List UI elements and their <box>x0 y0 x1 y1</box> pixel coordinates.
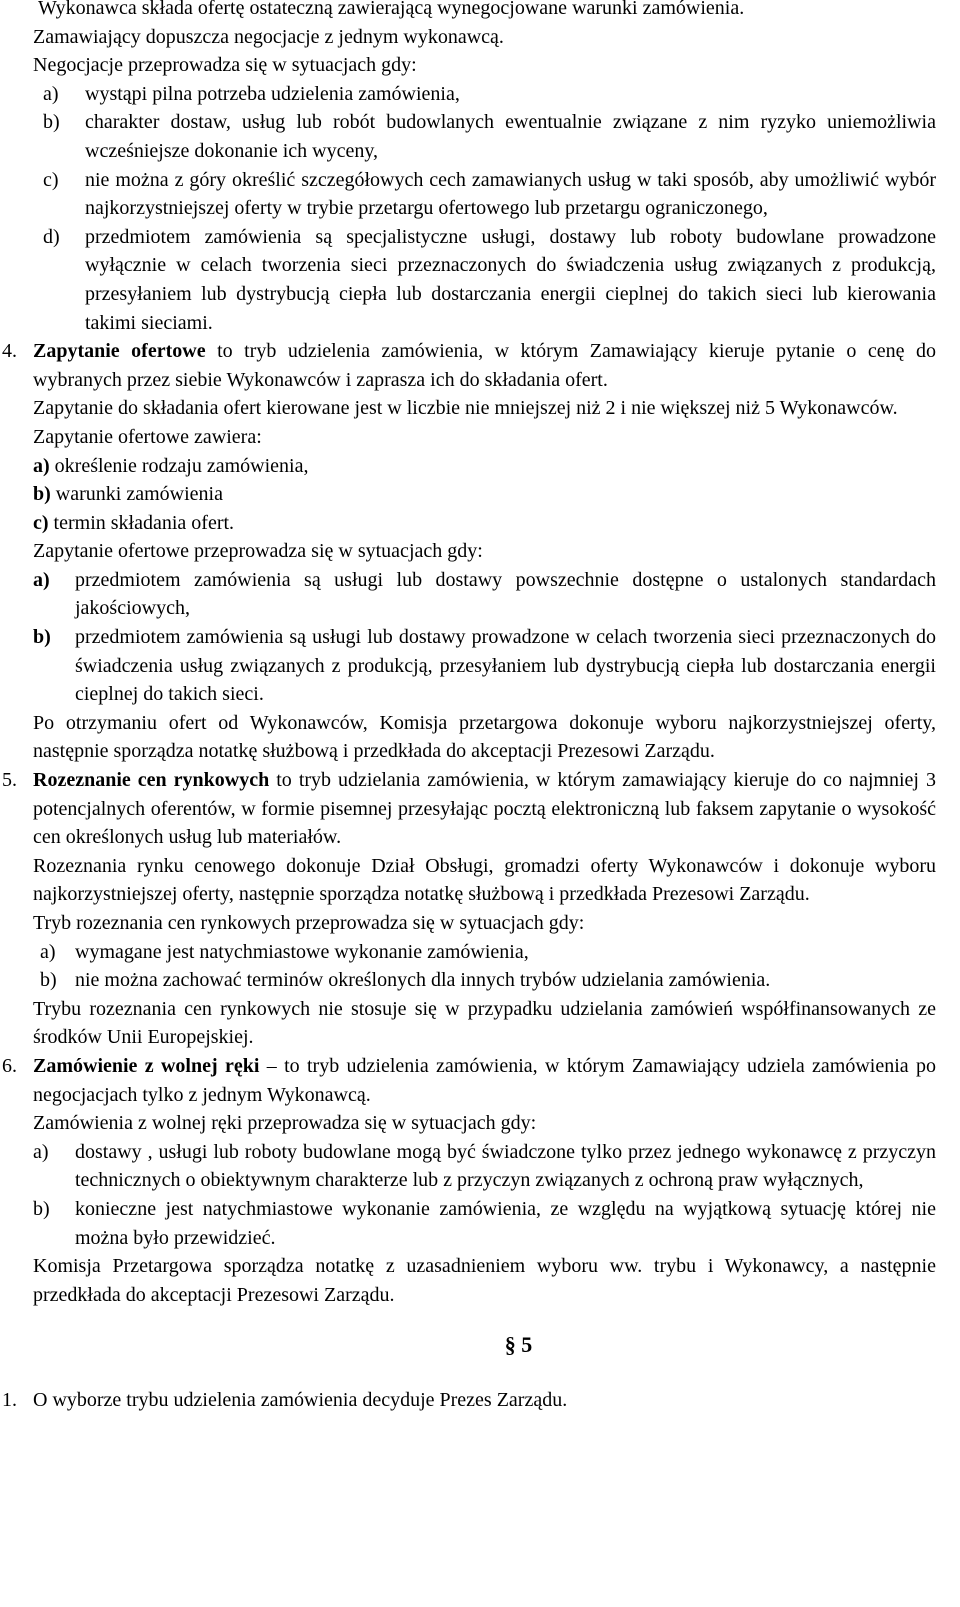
section-4-intro <box>2 337 937 394</box>
section-text: – to tryb udzielenia zamówienia, w którym Zamawiający udziela zamówienia po negocjacjach tylko z jednym Wykonawcą. <box>33 1054 936 1106</box>
list-label: b) <box>43 111 60 134</box>
section-6-para-3: Komisja Przetargowa sporządza notatkę z uzasadnieniem wyboru ww. trybu i Wykonawcy, a następnie przedkłada do akceptacji Prezesowi Zarządu. <box>33 1255 936 1306</box>
offer-contents-list <box>33 452 936 538</box>
list-item <box>33 566 936 623</box>
list-text: wystąpi pilna potrzeba udzielenia zamówienia, <box>85 82 460 105</box>
list-item <box>43 223 936 337</box>
list-item <box>33 1195 936 1252</box>
section-text: to tryb udzielenia zamówienia, w którym Zamawiający kieruje pytanie o cenę do wybranych przez siebie Wykonawców i zaprasza ich do składania ofert. <box>33 340 937 391</box>
list-item <box>43 166 936 223</box>
list-item <box>43 108 936 165</box>
list-text: charakter dostaw, usług lub robót budowlanych ewentualnie związane z nim ryzyko uniemożliwia wcześniejsze dokonanie ich wyceny, <box>85 111 936 162</box>
section-heading: § 5 <box>504 1332 533 1358</box>
list-item <box>43 80 936 109</box>
section-term: Zamówienie z wolnej ręki <box>33 1054 260 1077</box>
document-page <box>2 0 937 1415</box>
section-text: O wyborze trybu udzielenia zamówienia decyduje Prezes Zarządu. <box>33 1388 568 1411</box>
section-number: 1. <box>2 1388 17 1411</box>
list-text: nie można z góry określić szczegółowych cech zamawianych usług w taki sposób, aby umożliwić wybór najkorzystniejszej oferty w trybie przetargu ofertowego lub przetargu ograniczonego, <box>85 168 936 220</box>
section-number: 5. <box>2 769 17 792</box>
list-label: c) <box>33 511 49 534</box>
list-text: nie można zachować terminów określonych dla innych trybów udzielania zamówienia. <box>75 969 771 992</box>
section-term: Zapytanie ofertowe <box>33 340 206 363</box>
section-term: Rozeznanie cen rynkowych <box>33 769 270 792</box>
list-item <box>33 966 936 995</box>
section-4-para-3: Zapytanie ofertowe zawiera: <box>33 425 262 448</box>
list-text: termin składania ofert. <box>48 511 235 534</box>
list-text: przedmiotem zamówienia są usługi lub dostawy prowadzone w celach tworzenia sieci przeznaczonych do świadczenia usług związanych z produkcją, przesyłaniem lub dystrybucją ciepła lub dostarczania energii cieplnej do takich sieci. <box>75 626 936 706</box>
negotiation-list <box>43 80 936 337</box>
list-item <box>33 938 936 967</box>
list-item <box>33 509 936 538</box>
list-text: przedmiotem zamówienia są specjalistyczne usługi, dostawy lub roboty budowlane prowadzone wyłącznie w celach tworzenia sieci przeznaczonych do świadczenia usług związanych z produkcją, przesyłaniem lub dystrybucją ciepła lub dostarczania energii cieplnej do takich sieci lub kierowania takimi sieciami. <box>85 225 936 334</box>
section-4-para-5: Po otrzymaniu ofert od Wykonawców, Komisja przetargowa dokonuje wyboru najkorzystniejszej oferty, następnie sporządza notatkę służbową i przedkłada do akceptacji Prezesowi Zarządu. <box>33 711 936 763</box>
list-label: b) <box>33 483 51 506</box>
list-item <box>33 623 936 709</box>
list-text: przedmiotem zamówienia są usługi lub dostawy powszechnie dostępne o ustalonych standardach jakościowych, <box>75 568 936 620</box>
list-label: a) <box>40 940 56 963</box>
intro-line-3: Negocjacje przeprowadza się w sytuacjach gdy: <box>33 54 417 77</box>
list-item <box>33 452 936 481</box>
list-text: wymagane jest natychmiastowe wykonanie zamówienia, <box>75 940 529 963</box>
list-label: b) <box>40 969 57 992</box>
list-label: c) <box>43 168 59 191</box>
list-text: warunki zamówienia <box>50 483 223 506</box>
list-label: b) <box>33 626 51 649</box>
list-label: a) <box>43 82 59 105</box>
intro-line-2: Zamawiający dopuszcza negocjacje z jednym wykonawcą. <box>33 25 504 48</box>
section-number: 4. <box>2 340 17 363</box>
list-label: d) <box>43 225 60 248</box>
section-5-para-2: Rozeznania rynku cenowego dokonuje Dział Obsługi, gromadzi oferty Wykonawców i dokonuje wyboru najkorzystniejszej oferty, następnie sporządza notatkę służbową i przedkłada Prezesowi Zarządu. <box>33 854 936 906</box>
list-item <box>33 1138 936 1195</box>
list-label: a) <box>33 454 50 477</box>
final-paragraph <box>2 1386 936 1415</box>
list-label: a) <box>33 568 50 591</box>
market-survey-list <box>33 938 936 995</box>
section-4-para-4: Zapytanie ofertowe przeprowadza się w sytuacjach gdy: <box>33 540 483 563</box>
section-5-para-4: Trybu rozeznania cen rynkowych nie stosuje się w przypadku udzielania zamówień współfinansowanych ze środków Unii Europejskiej. <box>33 997 936 1049</box>
list-text: określenie rodzaju zamówienia, <box>49 454 309 477</box>
list-label: b) <box>33 1197 50 1220</box>
section-5-intro <box>2 766 936 852</box>
section-4-para-2: Zapytanie do składania ofert kierowane jest w liczbie nie mniejszej niż 2 i nie większej niż 5 Wykonawców. <box>33 397 898 420</box>
section-6-para-2: Zamówienia z wolnej ręki przeprowadza się w sytuacjach gdy: <box>33 1112 537 1135</box>
free-hand-list <box>33 1138 936 1252</box>
list-label: a) <box>33 1140 49 1163</box>
section-5-para-3: Tryb rozeznania cen rynkowych przeprowadza się w sytuacjach gdy: <box>33 912 585 934</box>
intro-line-1: Wykonawca składa ofertę ostateczną zawierającą wynegocjowane warunki zamówienia. <box>38 0 745 19</box>
section-text: to tryb udzielania zamówienia, w którym zamawiający kieruje do co najmniej 3 potencjalnych oferentów, w formie pisemnej przesyłając pocztą elektroniczną lub faksem zapytanie o wysokość cen określonych usług lub materiałów. <box>33 769 936 849</box>
list-text: konieczne jest natychmiastowe wykonanie zamówienia, ze względu na wyjątkową sytuację której nie można było przewidzieć. <box>75 1197 936 1249</box>
section-number: 6. <box>2 1054 17 1077</box>
list-text: dostawy , usługi lub roboty budowlane mogą być świadczone tylko przez jednego wykonawcę z przyczyn technicznych o obiektywnym charakterze lub z przyczyn związanych z ochroną praw wyłącznych, <box>75 1140 936 1192</box>
section-6-intro <box>2 1052 936 1109</box>
offer-situations-list <box>33 566 936 709</box>
list-item <box>33 480 936 509</box>
